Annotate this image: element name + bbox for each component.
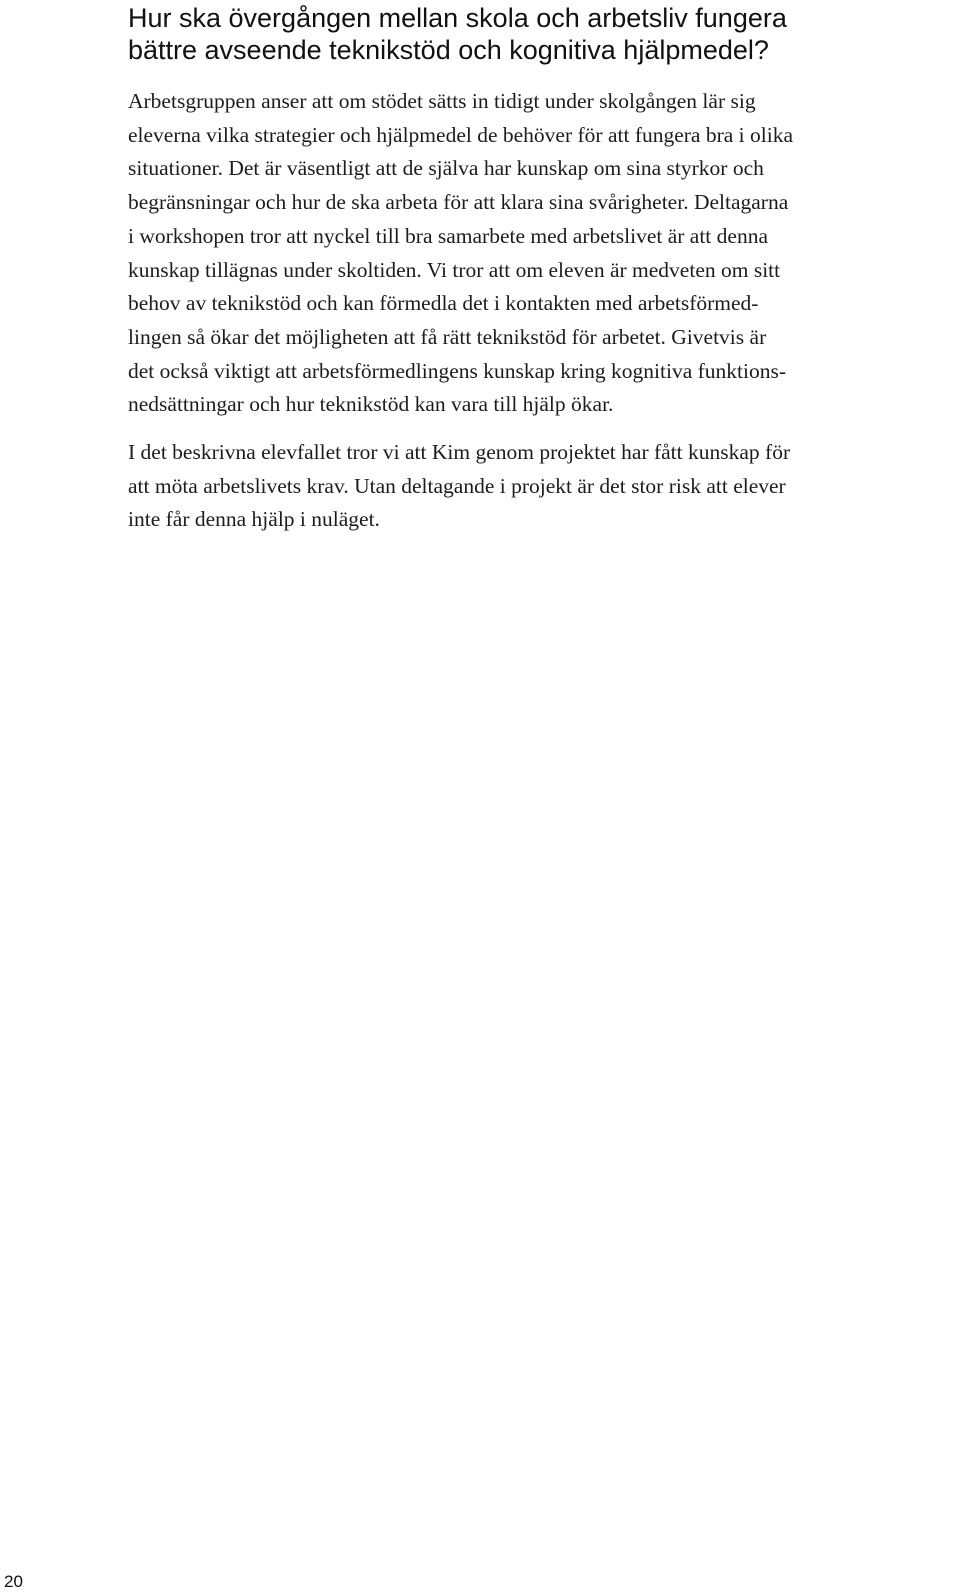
text-line: det också viktigt att arbetsförmedlingens kunskap kring kognitiva funktions- [128, 358, 787, 383]
text-line: behov av teknikstöd och kan förmedla det i kontakten med arbetsförmed- [128, 291, 759, 316]
text-line: att möta arbetslivets krav. Utan deltagande i projekt är det stor risk att elever [128, 473, 786, 498]
text-line: inte får denna hjälp i nuläget. [128, 507, 380, 532]
text-line: nedsättningar och hur teknikstöd kan vara till hjälp ökar. [128, 392, 614, 417]
paragraph-1 [128, 85, 948, 422]
text-line: I det beskrivna elevfallet tror vi att Kim genom projektet har fått kunskap för [128, 440, 791, 465]
text-line: eleverna vilka strategier och hjälpmedel de behöver för att fungera bra i olika [128, 122, 794, 147]
paragraph-2 [128, 436, 948, 537]
text-line: situationer. Det är väsentligt att de själva har kunskap om sina styrkor och [128, 156, 764, 181]
heading-line: bättre avseende teknikstöd och kognitiva hjälpmedel? [128, 35, 769, 65]
text-line: begränsningar och hur de ska arbeta för att klara sina svårigheter. Deltagarna [128, 190, 789, 215]
text-line: i workshopen tror att nyckel till bra samarbete med arbetslivet är att denna [128, 223, 768, 248]
text-line: lingen så ökar det möjligheten att få rätt teknikstöd för arbetet. Givetvis är [128, 324, 767, 349]
page-number: 20 [4, 1572, 23, 1591]
section-heading [128, 2, 928, 66]
text-line: kunskap tillägnas under skoltiden. Vi tror att om eleven är medveten om sitt [128, 257, 781, 282]
heading-line: Hur ska övergången mellan skola och arbetsliv fungera [128, 3, 787, 33]
text-line: Arbetsgruppen anser att om stödet sätts in tidigt under skolgången lär sig [128, 89, 756, 113]
body-text [128, 85, 948, 551]
